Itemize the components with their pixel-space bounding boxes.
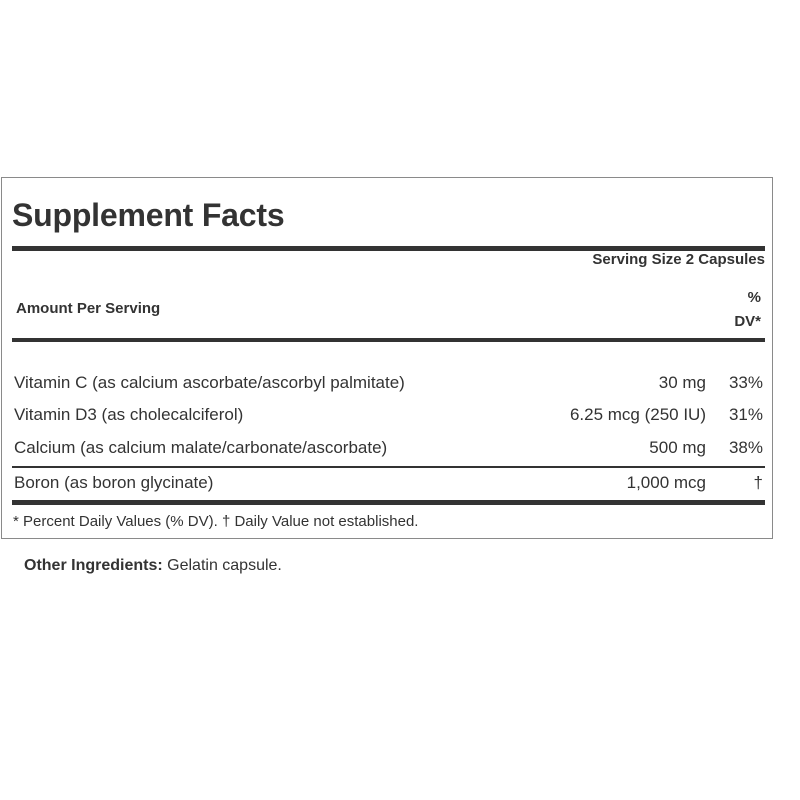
serving-size: Serving Size 2 Capsules: [592, 251, 765, 268]
dv-heading-line2: DV*: [734, 313, 761, 330]
nutrient-dv: †: [753, 473, 763, 492]
nutrient-amount: 1,000 mcg: [626, 473, 706, 492]
nutrient-name: Vitamin C (as calcium ascorbate/ascorbyl palmitate): [14, 373, 405, 392]
nutrient-amount: 30 mg: [658, 373, 706, 392]
other-ingredients-value: Gelatin capsule.: [167, 557, 282, 574]
nutrient-row: [14, 468, 765, 498]
nutrient-amount: 6.25 mcg (250 IU): [569, 405, 706, 424]
thick-divider-middle: [12, 338, 765, 342]
nutrient-dv: 38%: [728, 438, 763, 457]
nutrient-name: Vitamin D3 (as cholecalciferol): [14, 405, 244, 424]
other-ingredients: [24, 556, 282, 576]
nutrient-row: [14, 400, 765, 430]
dv-heading-line1: %: [747, 289, 761, 306]
nutrient-row: [14, 433, 765, 463]
nutrient-row: [14, 368, 765, 398]
nutrient-dv: 31%: [728, 405, 763, 424]
amount-per-serving-heading: Amount Per Serving: [16, 300, 161, 317]
nutrient-amount: 500 mg: [649, 438, 706, 457]
nutrient-dv: 33%: [728, 373, 763, 392]
dv-footnote: * Percent Daily Values (% DV). † Daily Value not established.: [13, 513, 419, 530]
thick-divider-bottom: [12, 500, 765, 505]
nutrient-name: Calcium (as calcium malate/carbonate/ascorbate): [14, 438, 388, 457]
nutrient-name: Boron (as boron glycinate): [14, 473, 214, 492]
dv-column-heading: [721, 286, 761, 334]
other-ingredients-label: Other Ingredients:: [24, 557, 163, 574]
panel-title: Supplement Facts: [12, 197, 285, 233]
